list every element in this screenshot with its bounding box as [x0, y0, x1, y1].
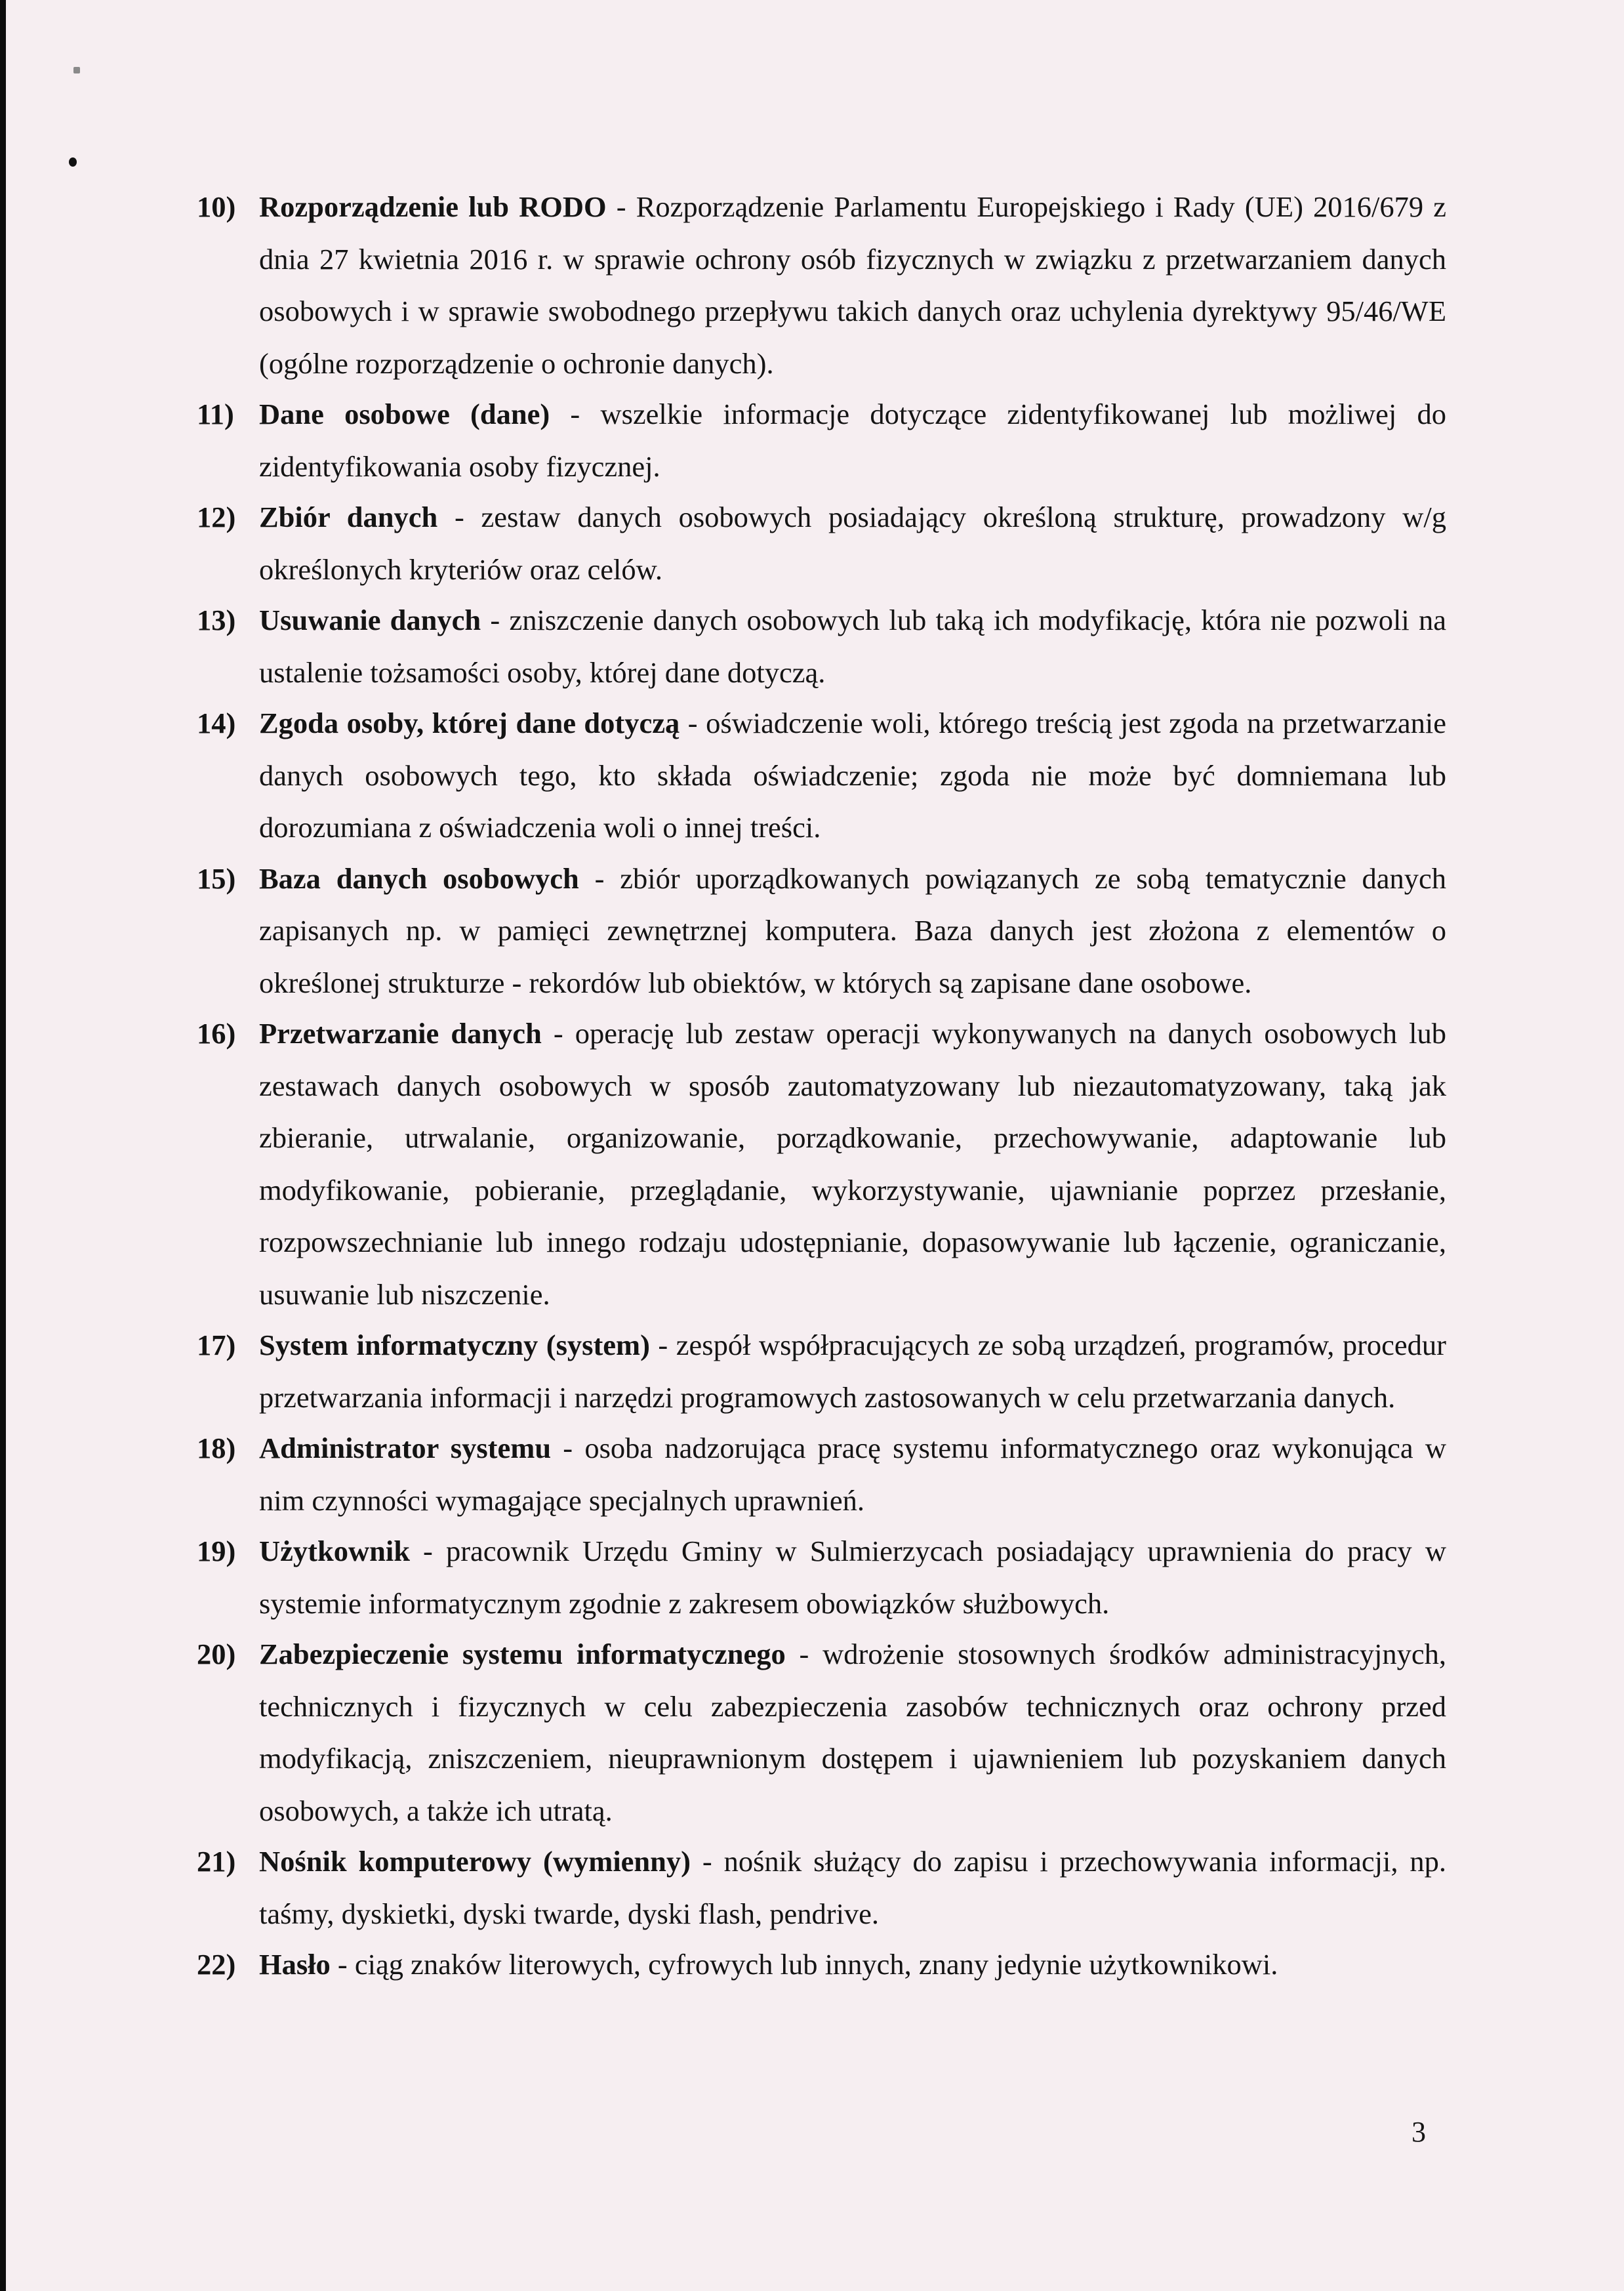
definition-term: Przetwarzanie danych [259, 1017, 542, 1050]
definition-term: Baza danych osobowych [259, 861, 579, 895]
definition-item [197, 1525, 1446, 1630]
definition-item [197, 1319, 1446, 1424]
scan-speck [69, 157, 77, 167]
definition-number: 15) [197, 861, 236, 895]
definition-text: operację lub zestaw operacji wykonywanych na danych osobowych lub zestawach danych osobowych w sposób zautomatyzowany lub niezautomatyzowany, taką jak zbieranie, utrwalanie, organizowanie, porządkowanie, przechowywanie, adaptowanie lub modyfikowanie, pobieranie, przeglądanie, wykorzystywanie, ujawnianie poprzez przesłanie, rozpowszechnianie lub innego rodzaju udostępnianie, dopasowywanie lub łączenie, ograniczanie, usuwanie lub niszczenie. [259, 1017, 1446, 1311]
definition-separator: - [680, 707, 706, 739]
definition-item [197, 1628, 1446, 1837]
definition-text: zestaw danych osobowych posiadający określoną strukturę, prowadzony w/g określonych kryteriów oraz celów. [259, 501, 1446, 586]
definition-separator: - [579, 861, 620, 895]
definition-term: Rozporządzenie lub RODO [259, 190, 607, 223]
definition-text: Rozporządzenie Parlamentu Europejskiego i Rady (UE) 2016/679 z dnia 27 kwietnia 2016 r. w sprawie ochrony osób fizycznych w związku z przetwarzaniem danych osobowych i w sprawie swobodnego przepływu takich danych oraz uchylenia dyrektywy 95/46/WE (ogólne rozporządzenie o ochronie danych). [259, 190, 1446, 380]
definition-separator: - [550, 398, 601, 430]
definition-term: Usuwanie danych [259, 604, 481, 636]
definition-separator: - [481, 604, 510, 636]
definition-text: zbiór uporządkowanych powiązanych ze sobą tematycznie danych zapisanych np. w pamięci zewnętrznej komputera. Baza danych jest złożona z elementów o określonej strukturze - rekordów lub obiektów, w których są zapisane dane osobowe. [259, 861, 1447, 999]
definition-number: 13) [197, 604, 236, 636]
definition-term: Dane osobowe (dane) [259, 398, 550, 430]
definition-number: 22) [197, 1948, 236, 1981]
definition-text: osoba nadzorująca pracę systemu informatycznego oraz wykonująca w nim czynności wymagające specjalnych uprawnień. [259, 1432, 1447, 1517]
definition-text: nośnik służący do zapisu i przechowywania informacji, np. taśmy, dyskietki, dyski twarde, dyski flash, pendrive. [259, 1845, 1447, 1930]
definition-item [197, 1836, 1446, 1940]
page-number: 3 [1411, 2116, 1426, 2148]
definition-term: Zbiór danych [259, 501, 438, 533]
definition-text: zespół współpracujących ze sobą urządzeń, programów, procedur przetwarzania informacji i narzędzi programowych zastosowanych w celu przetwarzania danych. [259, 1329, 1446, 1414]
definition-item [197, 853, 1446, 1010]
definition-item [197, 594, 1446, 699]
definition-number: 19) [197, 1535, 236, 1567]
definition-separator: - [409, 1535, 446, 1567]
definition-separator: - [437, 501, 481, 533]
definition-item [197, 1422, 1446, 1527]
definition-separator: - [649, 1329, 676, 1361]
definition-number: 20) [197, 1638, 236, 1670]
definition-text: ciąg znaków literowych, cyfrowych lub innych, znany jedynie użytkownikowi. [354, 1948, 1278, 1981]
definition-number: 18) [197, 1432, 236, 1464]
definition-term: Nośnik komputerowy (wymienny) [259, 1845, 691, 1878]
definition-number: 14) [197, 707, 236, 739]
definitions-list [197, 181, 1446, 1991]
definition-item [197, 388, 1446, 493]
definition-number: 21) [197, 1845, 236, 1878]
definition-text: wdrożenie stosownych środków administracyjnych, technicznych i fizycznych w celu zabezpieczenia zasobów technicznych oraz ochrony przed modyfikacją, zniszczeniem, nieuprawnionym dostępem i ujawnieniem lub pozyskaniem danych osobowych, a także ich utratą. [259, 1638, 1446, 1827]
definition-text: zniszczenie danych osobowych lub taką ich modyfikację, która nie pozwoli na ustalenie tożsamości osoby, której dane dotyczą. [259, 604, 1447, 689]
definition-number: 12) [197, 501, 236, 533]
definition-item [197, 181, 1446, 390]
definition-separator: - [541, 1017, 575, 1050]
definition-number: 17) [197, 1329, 236, 1361]
scan-speck [73, 67, 80, 73]
definition-term: Hasło [259, 1948, 331, 1981]
definition-term: Zgoda osoby, której dane dotyczą [259, 707, 680, 739]
definition-item [197, 1008, 1446, 1321]
definition-number: 10) [197, 190, 236, 223]
definition-separator: - [691, 1845, 724, 1878]
definition-separator: - [551, 1432, 585, 1464]
definition-separator: - [330, 1948, 355, 1981]
definition-text: wszelkie informacje dotyczące zidentyfikowanej lub możliwej do zidentyfikowania osoby fizycznej. [259, 398, 1446, 483]
definition-text: oświadczenie woli, którego treścią jest zgoda na przetwarzanie danych osobowych tego, kto składa oświadczenie; zgoda nie może być domniemana lub dorozumiana z oświadczenia woli o innej treści. [259, 707, 1446, 844]
definition-term: System informatyczny (system) [259, 1329, 650, 1361]
scan-border [0, 0, 6, 2291]
definition-term: Użytkownik [259, 1535, 410, 1567]
definition-separator: - [785, 1638, 823, 1670]
definition-text: pracownik Urzędu Gminy w Sulmierzycach posiadający uprawnienia do pracy w systemie informatycznym zgodnie z zakresem obowiązków służbowych. [259, 1535, 1447, 1620]
definition-term: Administrator systemu [259, 1432, 552, 1464]
definition-item [197, 1939, 1446, 1991]
definition-item [197, 697, 1446, 854]
definition-number: 16) [197, 1017, 236, 1050]
definition-separator: - [606, 190, 636, 223]
definition-item [197, 491, 1446, 596]
definition-term: Zabezpieczenie systemu informatycznego [259, 1638, 786, 1670]
definition-number: 11) [197, 398, 234, 430]
